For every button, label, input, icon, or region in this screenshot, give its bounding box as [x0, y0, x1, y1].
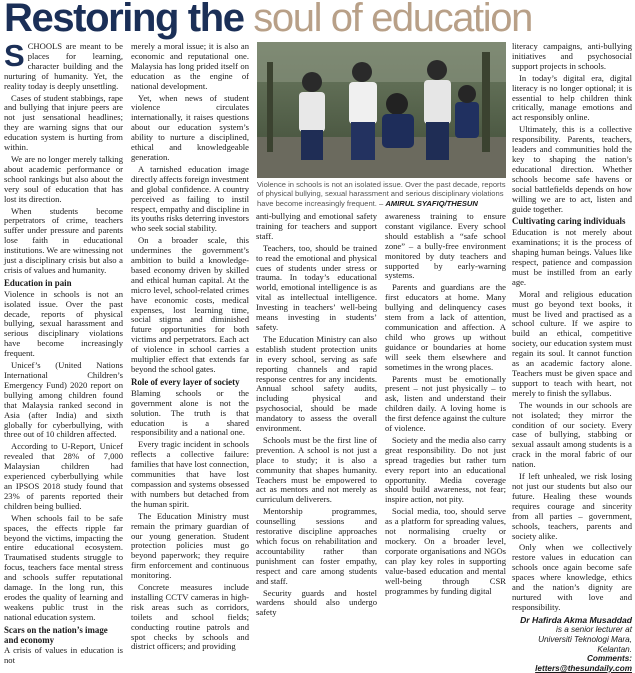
photo-caption [257, 180, 506, 210]
article-paragraph: anti-bullying and emotional safety training for teachers and support staff. [256, 211, 377, 241]
article-column-1 [4, 38, 123, 666]
comments-label: Comments: [586, 654, 632, 664]
article-paragraph: Ultimately, this is a collective responsibility. Parents, teachers, leaders and communities hold the key to shaping the nation’s educational direction. Whether schools become safe havens or social battlefields depends on how willing we are to act, listen and guide together. [512, 124, 632, 214]
article-paragraph: According to U-Report, Unicef revealed that 28% of 7,000 Malaysian children had experienced cyberbullying while an IPSOS 2018 study found that 23% of parents reported their children being bullied. [4, 441, 123, 511]
comments-email-link[interactable]: letters@thesundaily.com [535, 663, 632, 673]
article-paragraph: merely a moral issue; it is also an economic and reputational one. Malaysia has long prided itself on education as the engine of national development. [131, 41, 249, 91]
article-paragraph: On a broader scale, this undermines the government’s ambition to build a knowledge-based economy driven by skilled and ethical human capital. At the micro level, school-related crimes have economic costs, medical expenses, lost learning time, social stigma and diminished future opportunities for both victims and perpetrators. Each act of violence in school carries a multiplier effect that extends far beyond the school gates. [131, 235, 249, 374]
article-paragraph: We are no longer merely talking about academic performance or school rankings but also about the very soul of education that has lost its direction. [4, 153, 123, 204]
article-paragraph: Society and the media also carry great responsibility. Do not just spread tragedies but rather turn every report into an educational opportunity. Media coverage should build awareness, not fear; inspire action, not pity. [385, 434, 506, 505]
section-heading-role-of-society: Role of every layer of society [131, 376, 240, 387]
article-paragraph: When students become perpetrators of crime, teachers suffer under pressure and parents lose faith in educational institutions. We are witnessing not just a disciplinary crisis but also a crisis of values and humanity. [4, 205, 123, 275]
article-paragraph: A crisis of values in education is not [4, 645, 123, 666]
article-paragraph: Mentorship programmes, counselling sessions and restorative discipline approaches which focus on rehabilitation and accountability rather than punishment can foster empathy, respect and care among students and staff. [256, 506, 377, 586]
article-paragraph: Every tragic incident in schools reflects a collective failure: families that have lost connection, communities that have lost compassion and systems obsessed with numbers but detached from the human spirit. [131, 439, 249, 509]
article-paragraph: Yet, when news of student violence circulates internationally, it raises questions about our education system’s ability to nurture a disciplined, ethical and knowledgeable generation. [131, 92, 249, 162]
article-paragraph: Parents and guardians are the first educators at home. Many bullying and delinquency cases stem from a lack of attention, communication and affection. A child who grows up without guidance or boundaries at home will seek them elsewhere and sometimes in the wrong places. [385, 282, 506, 372]
article-paragraph: literacy campaigns, anti-bullying initiatives and psychosocial support projects in schools. [512, 41, 632, 71]
article-column-3 [256, 211, 377, 618]
article-paragraph: Teachers, too, should be trained to read the emotional and physical cues of students under stress or trauma. In today’s educational world, emotional intelligence is as vital as intellectual intelligence. Investing in teachers’ well-being means investing in students’ safety. [256, 242, 377, 332]
article-paragraph: Schools must be the first line of prevention. A school is not just a place to study; it is also a community that shapes humanity. Teachers must be empowered to act as mentors and not merely as curriculum deliverers. [256, 434, 377, 505]
drop-cap: S [4, 38, 25, 73]
headline [4, 0, 632, 42]
section-heading-caring-individuals: Cultivating caring individuals [512, 216, 626, 227]
article-paragraph: Social media, too, should serve as a platform for spreading values, not normalising cruelty or mockery. On a broader level, corporate organisations and NGOs can play key roles in supporting value-based education and mental well-being through CSR programmes by funding digital [385, 506, 506, 596]
section-heading-education-in-pain: Education in pain [4, 277, 72, 288]
author-name: Dr Hafirda Akma Musaddad [520, 614, 632, 625]
article-paragraph: The Education Ministry must remain the primary guardian of our young generation. Student protection policies must go beyond paperwork; they require firm enforcement and continuous monitoring. [131, 510, 249, 581]
article-column-5 [512, 41, 632, 673]
article-paragraph: Concrete measures include installing CCTV cameras in high-risk areas such as corridors, toilets and school fields; conducting routine patrols and spot checks by schools and district officers; and providing [131, 582, 249, 652]
article-paragraph: Violence in schools is not an isolated issue. Over the past decade, reports of physical bullying, sexual harassment and serious disciplinary violations have become increasingly frequent. [4, 288, 123, 359]
author-title: is a senior lecturer at [556, 625, 632, 635]
author-byline [512, 616, 632, 673]
article-paragraph: awareness training to ensure constant vigilance. Every school should establish a “safe school zone” – a bully-free environment monitored by duty teachers and supported by early-warning systems. [385, 211, 506, 281]
headline-bold: Restoring the [4, 0, 244, 40]
caption-text: Violence in schools is not an isolated issue. Over the past decade, reports of physical bullying, sexual harassment and serious disciplinary violations have become increasingly frequent. – [257, 180, 506, 208]
article-paragraph: Security guards and hostel wardens should also undergo safety [256, 587, 377, 618]
photo-credit: AMIRUL SYAFIQ/THESUN [385, 198, 478, 208]
students-photo [257, 42, 506, 178]
article-paragraph: The wounds in our schools are not isolated; they mirror the condition of our society. Every case of bullying, stabbing or sexual assault among students is a crack in the moral fabric of our nation. [512, 399, 632, 470]
article-column-2 [131, 41, 249, 652]
article-paragraph: Only when we collectively restore values in education can schools once again become safe spaces where knowledge, ethics and the nation’s dignity are nurtured with love and responsibility. [512, 542, 632, 612]
article-paragraph: In today’s digital era, digital literacy is no longer optional; it is essential to help children think critically, manage emotions and act responsibly online. [512, 72, 632, 123]
article-paragraph: Education is not merely about examinations; it is the process of shaping human beings. Values like respect, patience and compassion must be instilled from an early age. [512, 227, 632, 287]
article-paragraph: Blaming schools or the government alone is not the solution. The truth is that education is a shared responsibility and a national one. [131, 387, 249, 438]
article-paragraph: Cases of student stabbings, rape and bullying that injure peers are not just sensational headlines; they are warning signs that our education system is hurting from within. [4, 92, 123, 153]
author-affiliation: Universiti Teknologi Mara, Kelantan. [538, 634, 632, 654]
article-paragraph: When schools fail to be safe spaces, the effects ripple far beyond the victims, impacting the entire educational ecosystem. Traumatised students struggle to focus, teachers face mental stress and schools suffer reputational damage. In the long run, this erodes the quality of learning and weakens public trust in the national education system. [4, 512, 123, 622]
article-paragraph: If left unhealed, we risk losing not just our students but also our future. Healing these wounds requires courage and sincerity from all parties – government, schools, teachers, parents and society alike. [512, 471, 632, 541]
article-paragraph: Unicef’s (United Nations International Children’s Emergency Fund) 2020 report on bullying among children found that Malaysia ranked second in Asia (after India) and sixth globally for cyberbullying, with three out of 10 children affected. [4, 360, 123, 440]
article-paragraph: CHOOLS are meant to be places for learning, character building and the nurturing of humanity. Yet, the reality today is deeply unsettling. [4, 41, 123, 91]
article-paragraph: Parents must be emotionally present – not just physically – to ask, listen and understand their children daily. A loving home is the first defence against the culture of violence. [385, 373, 506, 434]
headline-light: soul of education [243, 0, 532, 40]
article-paragraph: A tarnished education image directly affects foreign investment and global confidence. A country perceived as failing to instil respect, empathy and discipline in its youths risks deterring investors who seek social stability. [131, 163, 249, 234]
article-paragraph: Moral and religious education must go beyond text books, it must be lived and practised as a school culture. If we aspire to build an ethical, competitive society, our education system must regain its soul. It cannot function as an academic factory alone. Teachers must be given space and support to teach with heart, not merely to finish the syllabus. [512, 288, 632, 398]
comments-line [512, 654, 632, 673]
article-column-4 [385, 211, 506, 596]
article-paragraph: The Education Ministry can also establish student protection units in every school, serving as safe reporting channels and rapid response centres for any incidents. Annual school safety audits, including physical and psychosocial, should be made mandatory to assess the overall environment. [256, 333, 377, 434]
section-heading-scars: Scars on the nation’s image and economy [4, 624, 108, 645]
